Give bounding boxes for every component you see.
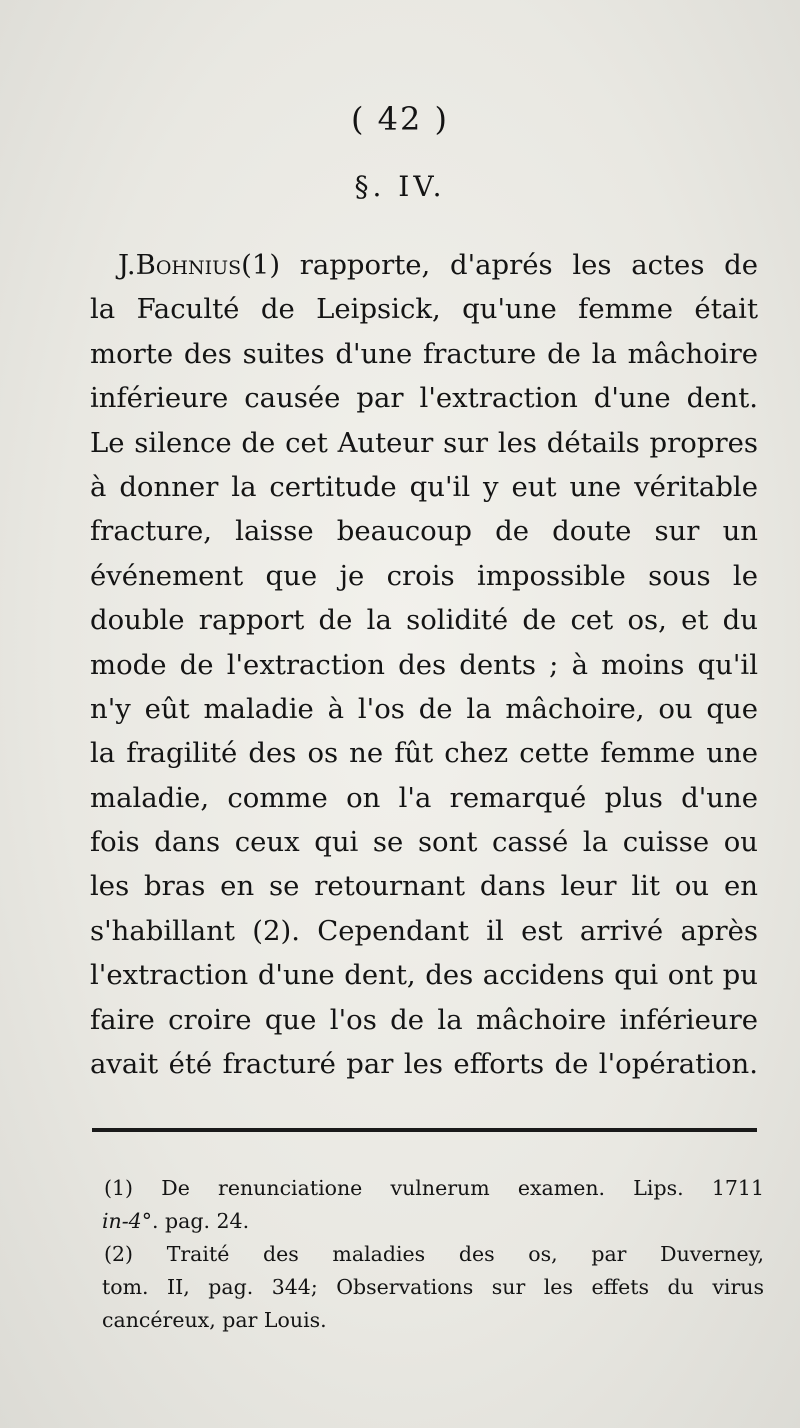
text-line: faire croire que l'os de la mâchoire inférieure <box>90 1003 758 1036</box>
footnotes <box>104 1172 764 1337</box>
text-line: avait été fracturé par les efforts de l'opération. <box>90 1048 758 1081</box>
author-initial: J. <box>118 249 136 281</box>
text-line: fracture, laisse beaucoup de doute sur un <box>90 515 758 548</box>
text-line: inférieure causée par l'extraction d'une dent. <box>90 382 758 415</box>
footnote-divider <box>92 1128 757 1132</box>
text-line: événement que je crois impossible sous le <box>90 559 758 592</box>
footnote-1-line <box>102 1205 764 1238</box>
body-paragraph <box>90 243 758 1086</box>
text-line <box>90 243 758 287</box>
text-line: fois dans ceux qui se sont cassé la cuisse ou <box>90 826 758 859</box>
footnote-2-line: cancéreux, par Louis. <box>102 1308 327 1332</box>
text-line: Le silence de cet Auteur sur les détails propres <box>90 426 758 459</box>
text-line: à donner la certitude qu'il y eut une véritable <box>90 470 758 503</box>
text-line: l'extraction d'une dent, des accidens qui ont pu <box>90 959 758 992</box>
text-line: mode de l'extraction des dents ; à moins qu'il <box>90 648 758 681</box>
text-line: n'y eût maladie à l'os de la mâchoire, ou que <box>90 692 758 725</box>
text-line: maladie, comme on l'a remarqué plus d'une <box>90 781 758 814</box>
text-line: morte des suites d'une fracture de la mâchoire <box>90 337 758 370</box>
text-line: les bras en se retournant dans leur lit ou en <box>90 870 758 903</box>
line-rest: (1) rapporte, d'aprés les actes de <box>241 249 758 281</box>
text-line: la Faculté de Leipsick, qu'une femme était <box>90 293 758 326</box>
text-line: la fragilité des os ne fût chez cette femme une <box>90 737 758 770</box>
section-heading: §. IV. <box>354 170 446 203</box>
footnote-2-line: tom. II, pag. 344; Observations sur les effets du virus <box>102 1275 764 1299</box>
text-line: s'habillant (2). Cependant il est arrivé après <box>90 914 758 947</box>
text-line: double rapport de la solidité de cet os, et du <box>90 604 758 637</box>
footnote-2-line: (2) Traité des maladies des os, par Duverney, <box>104 1242 764 1266</box>
footnote-1-page: . pag. 24. <box>151 1209 250 1233</box>
footnote-1-line: (1) De renunciatione vulnerum examen. Lips. 1711 <box>104 1176 764 1200</box>
author-name: Bohnius <box>135 249 242 281</box>
format-italic: in-4° <box>102 1209 152 1233</box>
page-number: ( 42 ) <box>350 100 450 138</box>
